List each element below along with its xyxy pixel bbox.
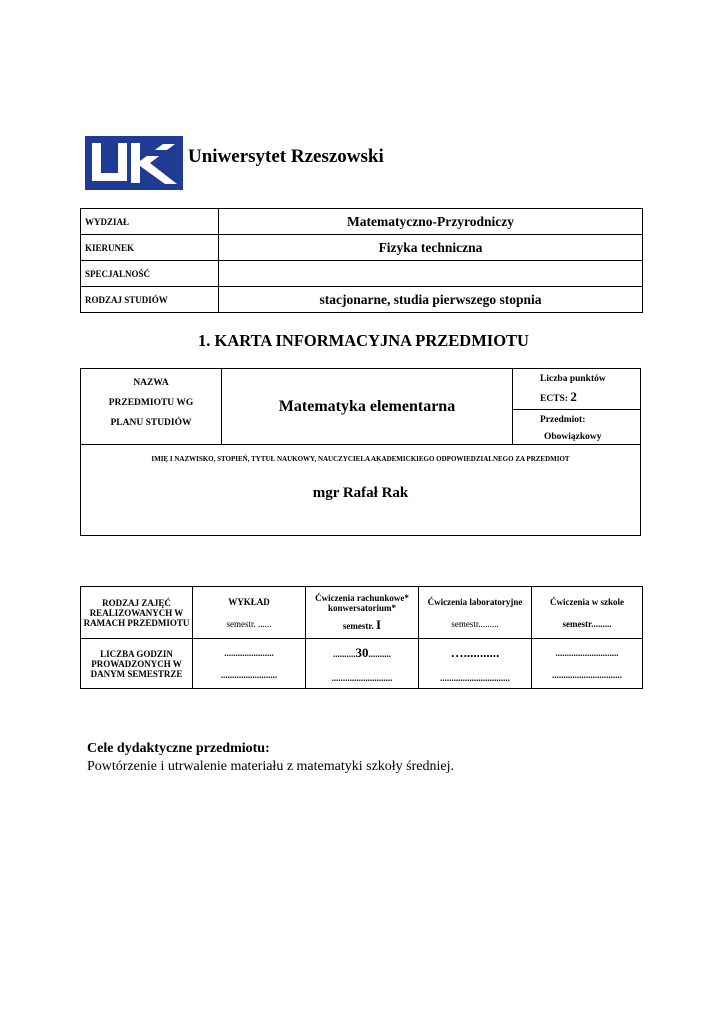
goals-heading: Cele dydaktyczne przedmiotu: [87, 741, 270, 756]
class-semester-value: I [376, 616, 382, 632]
table-row [81, 261, 643, 287]
class-types-label: RODZAJ ZAJĘĆ REALIZOWANYCH W RAMACH PRZEDMIOTU [81, 587, 193, 639]
hours-value: ......................... [220, 669, 278, 680]
university-name: Uniwersytet Rzeszowski [188, 146, 384, 167]
label-line: NAZWA [133, 378, 169, 388]
table-row [81, 209, 643, 235]
class-type-name: Ćwiczenia rachunkowe* konwersatorium* [315, 592, 409, 613]
class-semester: semestr......... [451, 618, 499, 629]
class-semester: semestr. [342, 620, 374, 631]
hours-value: ........................... [331, 672, 393, 683]
ects-value: 2 [570, 389, 577, 404]
ects-label: ECTS: [540, 394, 568, 404]
subject-type-value: Obowiązkowy [544, 432, 602, 442]
row-value [219, 261, 643, 287]
row-label: SPECJALNOŚĆ [81, 261, 219, 287]
row-label: KIERUNEK [81, 235, 219, 261]
class-type-cell [306, 587, 419, 639]
table-row [81, 235, 643, 261]
classes-table [80, 586, 643, 689]
row-value: stacjonarne, studia pierwszego stopnia [219, 287, 643, 313]
row-label: RODZAJ STUDIÓW [81, 287, 219, 313]
row-label: WYDZIAŁ [81, 209, 219, 235]
class-type-name: Ćwiczenia w szkole [550, 596, 624, 607]
hours-label: LICZBA GODZIN PROWADZONYCH W DANYM SEMESTRZE [81, 639, 193, 689]
lecturer-cell [81, 445, 641, 536]
class-semester: semestr. ...... [226, 618, 272, 629]
row-value: Matematyczno-Przyrodniczy [219, 209, 643, 235]
hours-value: ...................... [224, 647, 274, 658]
class-type-cell [193, 587, 306, 639]
class-type-cell [419, 587, 532, 639]
class-semester: semestr......... [562, 618, 612, 629]
subject-type-cell [513, 410, 641, 445]
subject-name: Matematyka elementarna [222, 369, 513, 445]
lecturer-name: mgr Rafał Rak [312, 485, 409, 501]
section-title: 1. KARTA INFORMACYJNA PRZEDMIOTU [198, 331, 529, 350]
subject-card-table [80, 368, 641, 536]
hours-cell [193, 639, 306, 689]
ects-cell [513, 369, 641, 410]
row-value: Fizyka techniczna [219, 235, 643, 261]
class-type-name: WYKŁAD [228, 596, 270, 607]
hours-value: 30 [355, 644, 369, 660]
hours-value: …........... [450, 644, 500, 660]
ects-label: Liczba punktów [540, 374, 606, 384]
class-type-name: Ćwiczenia laboratoryjne [427, 596, 523, 607]
goals-text: Powtórzenie i utrwalenie materiału z matematyki szkoły średniej. [87, 759, 454, 774]
hours-cell [532, 639, 643, 689]
university-logo [85, 136, 183, 190]
lecturer-label: IMIĘ I NAZWISKO, STOPIEŃ, TYTUŁ NAUKOWY, NAUCZYCIELA AKADEMICKIEGO ODPOWIEDZIALNEGO ZA PRZEDMIOT [151, 455, 570, 463]
table-row [81, 287, 643, 313]
hours-value: ............................... [440, 672, 510, 683]
class-type-cell [532, 587, 643, 639]
hours-dots: .......... [333, 648, 356, 659]
hours-value: ............................... [552, 669, 622, 680]
subject-name-label [81, 369, 222, 445]
label-line: PRZEDMIOTU WG [108, 398, 194, 408]
hours-value: ............................ [555, 647, 619, 658]
label-line: PLANU STUDIÓW [110, 418, 192, 428]
hours-cell [419, 639, 532, 689]
faculty-info-table [80, 208, 643, 313]
subject-type-label: Przedmiot: [540, 415, 586, 425]
hours-cell [306, 639, 419, 689]
hours-dots: .......... [368, 648, 391, 659]
